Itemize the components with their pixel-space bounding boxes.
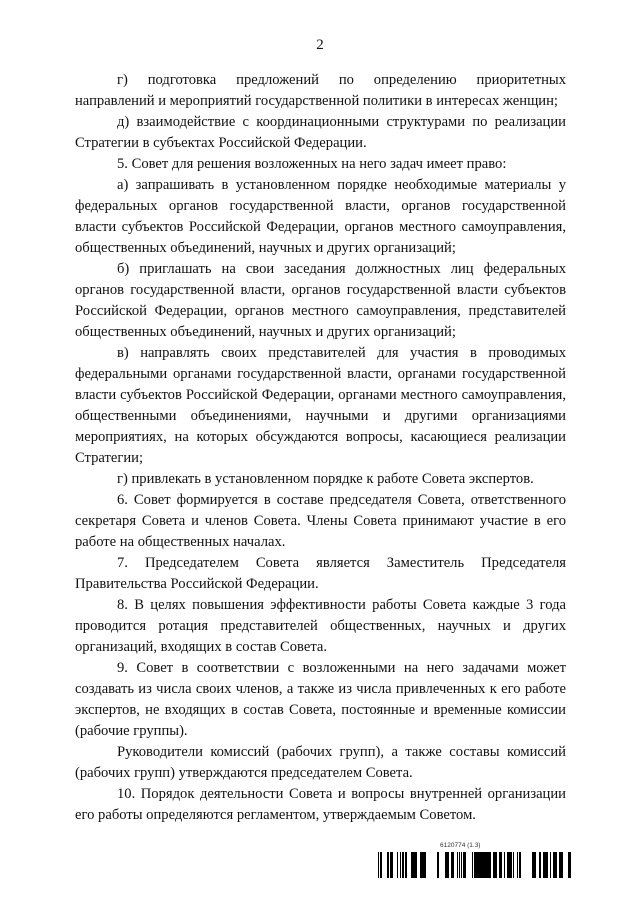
paragraph: г) привлекать в установленном порядке к работе Совета экспертов. xyxy=(117,471,534,487)
page-number: 2 xyxy=(316,37,324,53)
paragraph: Руководители комиссий (рабочих групп), а также составы комиссий (рабочих групп) утверждаются председателем Совета. xyxy=(75,744,566,781)
paragraph: 5. Совет для решения возложенных на него задач имеет право: xyxy=(117,156,507,172)
paragraph: д) взаимодействие с координационными структурами по реализации Стратегии в субъектах Российской Федерации. xyxy=(75,114,566,151)
document-code: 6120774 (1.3) xyxy=(440,842,481,849)
paragraph: 7. Председателем Совета является Заместитель Председателя Правительства Российской Федерации. xyxy=(75,555,566,592)
paragraph: а) запрашивать в установленном порядке необходимые материалы у федеральных органов государственной власти, органов государственной власти субъектов Российской Федерации, органов местного самоуправления, общественных объединений, научных и других организаций; xyxy=(75,177,566,256)
paragraph: 9. Совет в соответствии с возложенными на него задачами может создавать из числа своих членов, а также из числа привлеченных к его работе экспертов, не входящих в состав Совета, постоянные и временные комиссии (рабочие группы). xyxy=(75,660,566,739)
barcode-image xyxy=(378,852,571,878)
paragraph: г) подготовка предложений по определению приоритетных направлений и мероприятий государственной политики в интересах женщин; xyxy=(75,72,566,109)
paragraph: 10. Порядок деятельности Совета и вопросы внутренней организации его работы определяются регламентом, утверждаемым Советом. xyxy=(75,786,566,823)
paragraph: 8. В целях повышения эффективности работы Совета каждые 3 года проводится ротация представителей общественных, научных и других организаций, входящих в состав Совета. xyxy=(75,597,566,655)
paragraph: б) приглашать на свои заседания должностных лиц федеральных органов государственной власти, органов государственной власти субъектов Российской Федерации, органов местного самоуправления, представителей общественных объединений, научных и других организаций; xyxy=(75,261,566,340)
paragraph: в) направлять своих представителей для участия в проводимых федеральными органами государственной власти, органами государственной власти субъектов Российской Федерации, органами местного самоуправления, общественными объединениями, научными и другими организациями мероприятиях, на которых обсуждаются вопросы, касающиеся реализации Стратегии; xyxy=(75,345,566,466)
document-body xyxy=(75,70,566,826)
paragraph: 6. Совет формируется в составе председателя Совета, ответственного секретаря Совета и членов Совета. Члены Совета принимают участие в его работе на общественных началах. xyxy=(75,492,566,550)
